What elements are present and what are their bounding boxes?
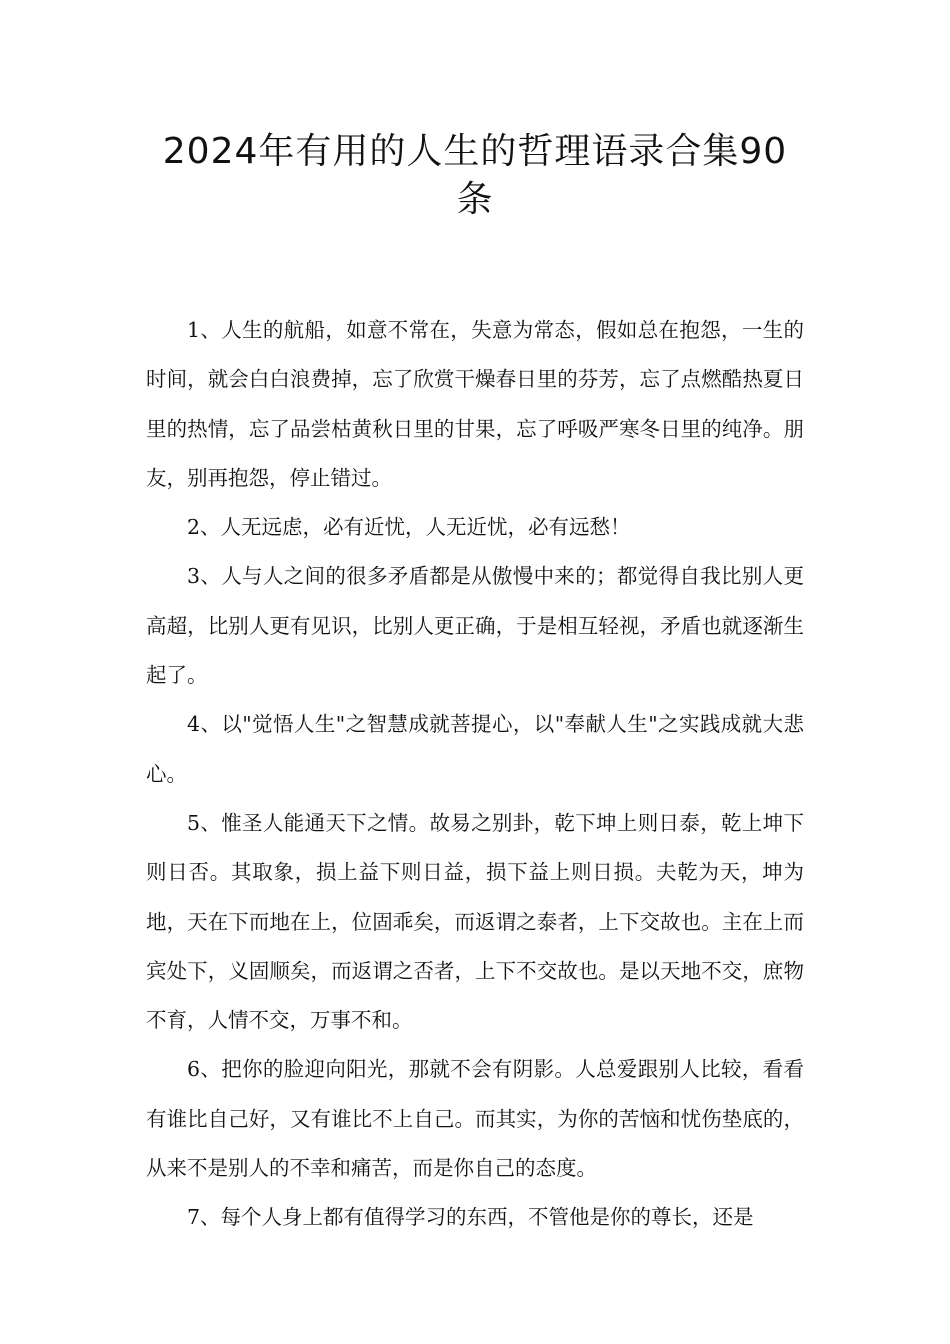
paragraph-5: 5、惟圣人能通天下之情。故易之别卦，乾下坤上则日泰，乾上坤下则日否。其取象，损上益下则日益，损下益上则日损。夫乾为天，坤为地，天在下而地在上，位固乖矣，而返谓之泰者，上下交故也。主在上而宾处下，义固顺矣，而返谓之否者，上下不交故也。是以天地不交，庶物不育，人情不交，万事不和。 [146, 810, 804, 1033]
document-body [146, 306, 804, 1243]
document-title [146, 128, 804, 224]
paragraph-7: 7、每个人身上都有值得学习的东西，不管他是你的尊长，还是 [187, 1205, 754, 1230]
paragraph-6: 6、把你的脸迎向阳光，那就不会有阴影。人总爱跟别人比较，看看有谁比自己好，又有谁比不上自己。而其实，为你的苦恼和忧伤垫底的，从来不是别人的不幸和痛苦，而是你自己的态度。 [146, 1057, 804, 1181]
paragraph-2: 2、人无远虑，必有近忧，人无近忧，必有远愁！ [187, 515, 631, 540]
paragraph-1: 1、人生的航船，如意不常在，失意为常态，假如总在抱怨，一生的时间，就会白白浪费掉，忘了欣赏干燥春日里的芬芳，忘了点燃酷热夏日里的热情，忘了品尝枯黄秋日里的甘果，忘了呼吸严寒冬日里的纯净。朋友，别再抱怨，停止错过。 [146, 318, 804, 490]
title-line-2: 条 [456, 179, 494, 220]
paragraph-3: 3、人与人之间的很多矛盾都是从傲慢中来的；都觉得自我比别人更高超，比别人更有见识，比别人更正确，于是相互轻视，矛盾也就逐渐生起了。 [146, 564, 804, 688]
paragraph-4: 4、以"觉悟人生"之智慧成就菩提心，以"奉献人生"之实践成就大悲心。 [146, 712, 804, 786]
title-line-1: 2024年有用的人生的哲理语录合集90 [162, 131, 788, 172]
